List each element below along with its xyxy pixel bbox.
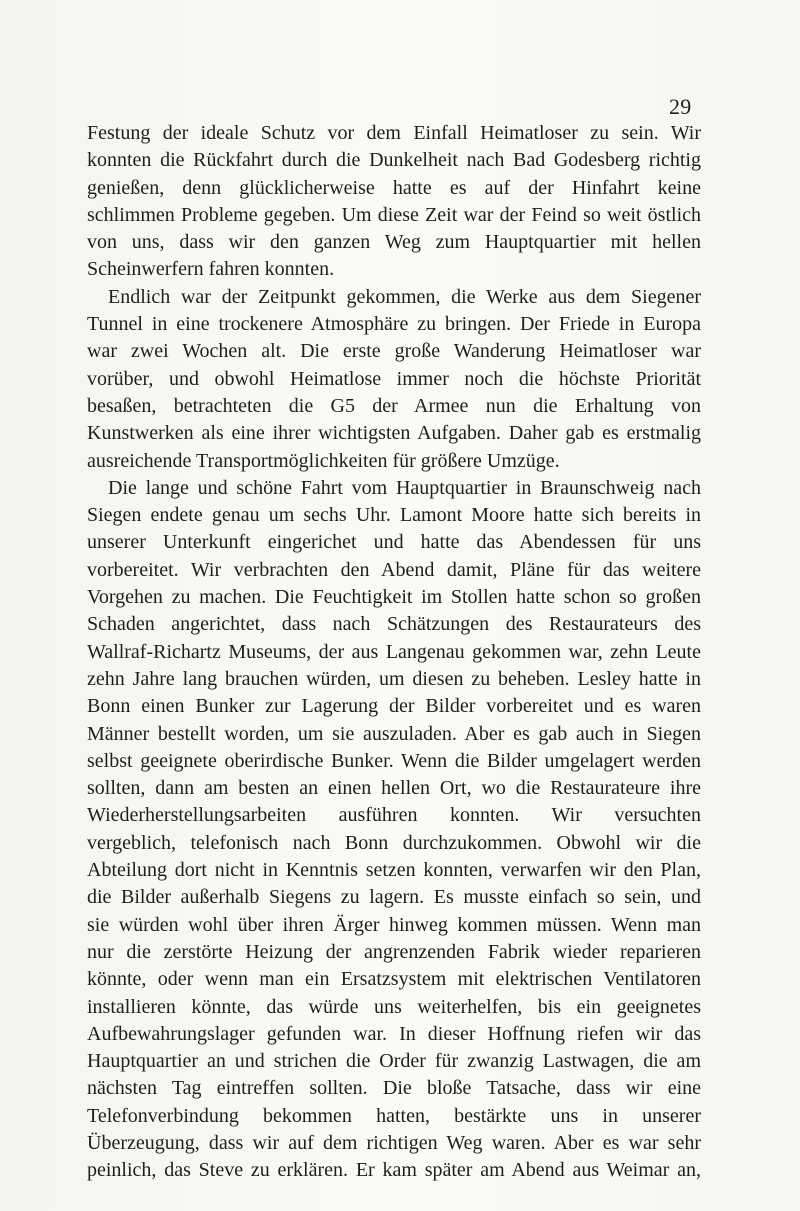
text-line: vorüber, und obwohl Heimatlose immer noch die höchste Priorität [87, 367, 701, 390]
text-line: Wiederherstellungsarbeiten ausführen konnten. Wir versuchten [87, 804, 701, 827]
text-line: selbst geeignete oberirdische Bunker. Wenn die Bilder umgelagert werden [87, 749, 701, 772]
text-line: Hauptquartier an und strichen die Order für zwanzig Lastwagen, die am [87, 1050, 701, 1073]
paragraph [87, 475, 701, 1185]
text-line: zehn Jahre lang brauchen würden, um diesen zu beheben. Lesley hatte in [87, 667, 701, 690]
text-line: Bonn einen Bunker zur Lagerung der Bilder vorbereitet und es waren [87, 695, 701, 718]
text-line: Die lange und schöne Fahrt vom Hauptquartier in Braunschweig nach [108, 476, 701, 499]
text-line: von uns, dass wir den ganzen Weg zum Hauptquartier mit hellen [87, 231, 701, 254]
body-text [87, 120, 701, 1185]
text-line: besaßen, betrachteten die G5 der Armee nun die Erhaltung von [87, 394, 701, 417]
text-line: die Bilder außerhalb Siegens zu lagern. Es musste einfach so sein, und [87, 886, 701, 909]
paragraph [87, 120, 701, 284]
text-line: ausreichende Transportmöglichkeiten für größere Umzüge. [87, 449, 560, 472]
text-line: installieren könnte, das würde uns weiterhelfen, bis ein geeignetes [87, 995, 701, 1018]
text-line: Endlich war der Zeitpunkt gekommen, die Werke aus dem Siegener [108, 285, 701, 308]
text-line: unserer Unterkunft eingerichet und hatte das Abendessen für uns [87, 531, 701, 554]
text-line: Männer bestellt worden, um sie auszuladen. Aber es gab auch in Siegen [87, 722, 701, 745]
text-line: Festung der ideale Schutz vor dem Einfall Heimatloser zu sein. Wir [87, 122, 701, 144]
text-line: Vorgehen zu machen. Die Feuchtigkeit im Stollen hatte schon so großen [87, 586, 701, 609]
text-line: Kunstwerken als eine ihrer wichtigsten Aufgaben. Daher gab es erstmalig [87, 422, 701, 445]
text-line: vergeblich, telefonisch nach Bonn durchzukommen. Obwohl wir die [87, 831, 701, 854]
text-line: Scheinwerfern fahren konnten. [87, 258, 335, 281]
text-line: Wallraf-Richartz Museums, der aus Langenau gekommen war, zehn Leute [87, 640, 701, 663]
text-line: Telefonverbindung bekommen hatten, bestärkte uns in unserer [87, 1104, 701, 1127]
text-line: nur die zerstörte Heizung der angrenzenden Fabrik wieder reparieren [87, 940, 701, 963]
text-line: Schaden angerichtet, dass nach Schätzungen des Restaurateurs des [87, 613, 701, 636]
text-line: sie würden wohl über ihren Ärger hinweg kommen müssen. Wenn man [87, 913, 701, 936]
text-line: Tunnel in eine trockenere Atmosphäre zu bringen. Der Friede in Europa [87, 313, 701, 336]
paragraph [87, 284, 701, 475]
text-line: Überzeugung, dass wir auf dem richtigen Weg waren. Aber es war sehr [87, 1131, 701, 1154]
text-line: vorbereitet. Wir verbrachten den Abend damit, Pläne für das weitere [87, 558, 701, 581]
text-line: schlimmen Probleme gegeben. Um diese Zeit war der Feind so weit östlich [87, 203, 701, 226]
page-number: 29 [669, 94, 692, 119]
text-line: konnten die Rückfahrt durch die Dunkelheit nach Bad Godesberg richtig [87, 149, 701, 172]
text-line: genießen, denn glücklicherweise hatte es auf der Hinfahrt keine [87, 176, 701, 199]
text-line: war zwei Wochen alt. Die erste große Wanderung Heimatloser war [87, 340, 701, 363]
text-line: Abteilung dort nicht in Kenntnis setzen konnten, verwarfen wir den Plan, [87, 859, 701, 882]
text-line: Siegen endete genau um sechs Uhr. Lamont Moore hatte sich bereits in [87, 504, 701, 527]
text-line: Aufbewahrungslager gefunden war. In dieser Hoffnung riefen wir das [87, 1022, 701, 1045]
text-line: peinlich, das Steve zu erklären. Er kam später am Abend aus Weimar an, [87, 1159, 701, 1182]
text-line: nächsten Tag eintreffen sollten. Die bloße Tatsache, dass wir eine [87, 1077, 701, 1100]
text-line: könnte, oder wenn man ein Ersatzsystem mit elektrischen Ventilatoren [87, 968, 701, 991]
text-line: sollten, dann am besten an einen hellen Ort, wo die Restaurateure ihre [87, 777, 701, 800]
